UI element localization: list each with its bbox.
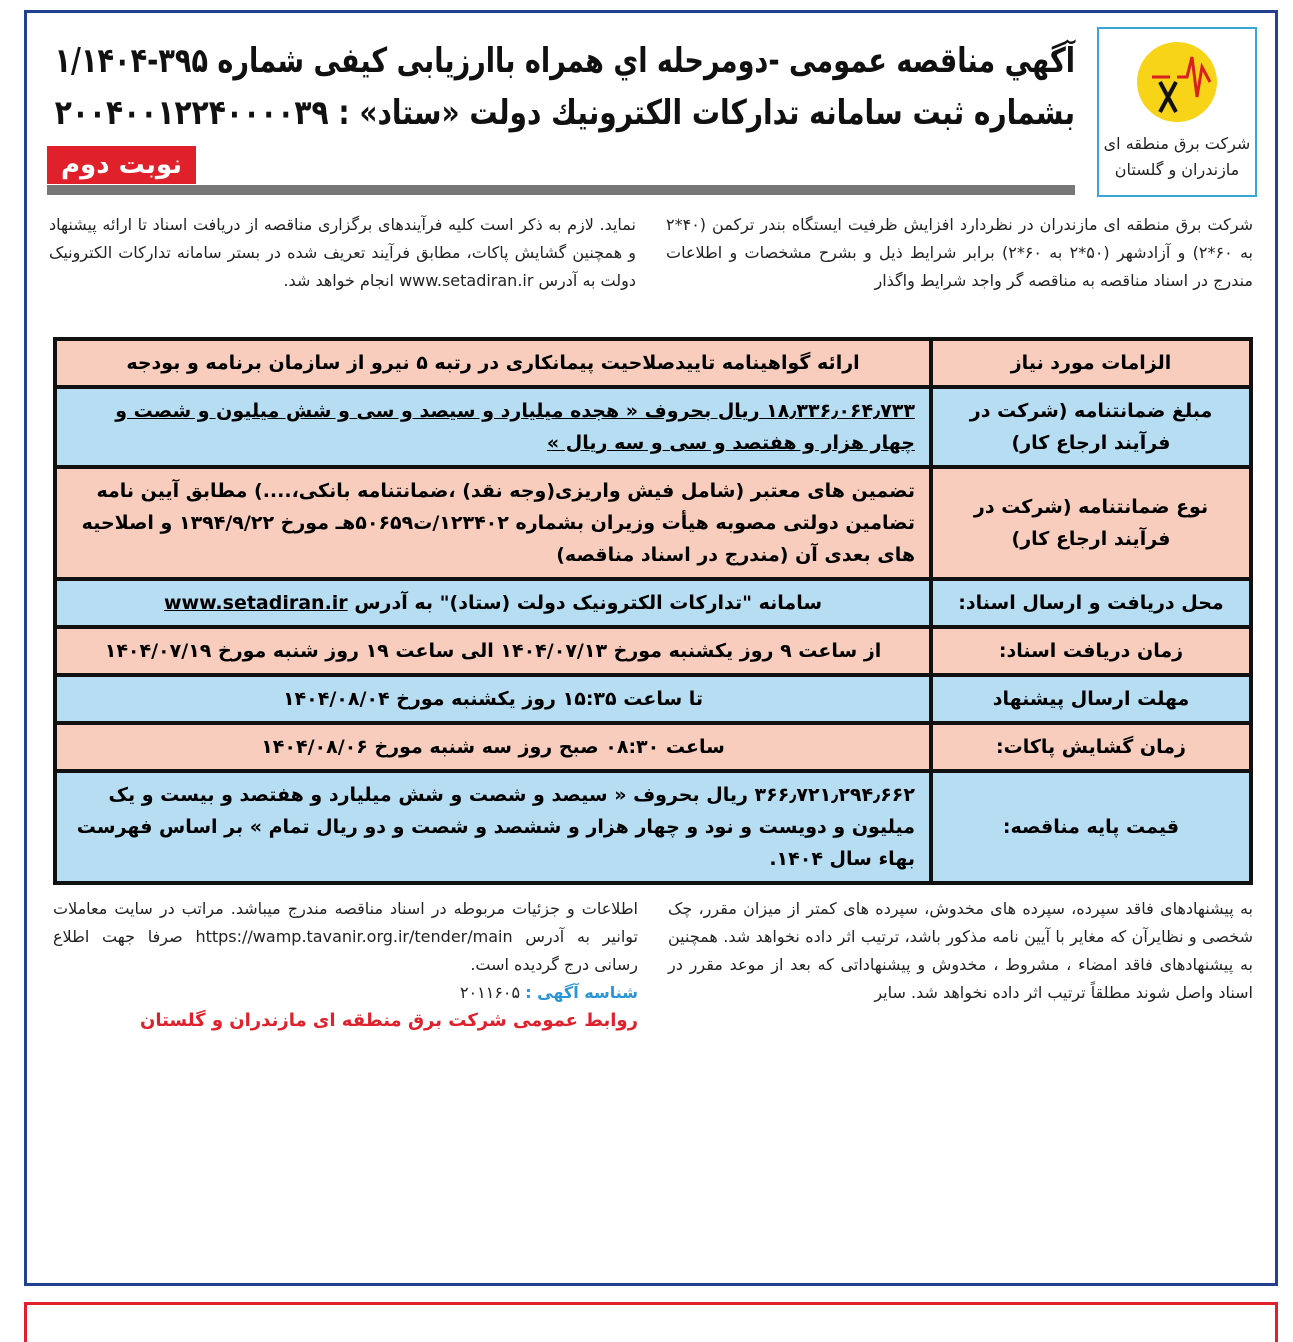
round-badge: نوبت دوم — [47, 146, 196, 184]
table-row — [55, 675, 1251, 723]
footer — [53, 895, 1253, 1035]
row-label: نوع ضمانتنامه (شرکت در فرآیند ارجاع کار) — [931, 467, 1251, 579]
table-row — [55, 723, 1251, 771]
tender-table — [53, 337, 1253, 885]
location-text: سامانه "تدارکات الکترونیک دولت (ستاد)" به آدرس — [354, 592, 823, 614]
row-value: از ساعت ۹ روز یکشنبه مورخ ۱۴۰۴/۰۷/۱۳ الی ساعت ۱۹ روز شنبه مورخ ۱۴۰۴/۰۷/۱۹ — [55, 627, 931, 675]
public-relations-signature: روابط عمومی شرکت برق منطقه ای مازندران و گلستان — [139, 1010, 638, 1031]
table-row — [55, 339, 1251, 387]
row-value: ۱۸٫۳۳۶٫۰۶۴٫۷۳۳ ریال بحروف « هجده میلیارد و سیصد و سی و شش میلیون و شصت و چهار هزار و هفتصد و سی و سه ریال » — [55, 387, 931, 467]
setad-link[interactable]: www.setadiran.ir — [163, 592, 348, 614]
ad-id-value: ۲۰۱۱۶۰۵ — [459, 983, 521, 1002]
advertisement — [24, 10, 1278, 1286]
row-value: تضمین های معتبر (شامل فیش واریزی(وجه نقد) ،ضمانتنامه بانکی،....) مطابق آیین نامه تضامین دولتی مصوبه هیأت وزیران بشماره ۱۲۳۴۰۲/ت۵۰۶۵۹هـ مورخ ۱۳۹۴/۹/۲۲ و اصلاحیه های بعدی آن (مندرج در اسناد مناقصه) — [55, 467, 931, 579]
title-line-1: آگهي مناقصه عمومی -دومرحله اي همراه باارزيابی كيفی شماره ۳۹۵-۱/۱۴۰۴ — [54, 41, 1075, 81]
intro-right: شرکت برق منطقه ای مازندران در نظردارد افزایش ظرفیت ایستگاه بندر ترکمن (۴۰*۲ به ۶۰*۲) و آزادشهر (۵۰*۲ به ۶۰*۲) برابر شرایط ذیل و بشرح مشخصات و اطلاعات مندرج در اسناد مناقصه به مناقصه گر واجد شرایط واگذار — [666, 215, 1254, 290]
row-label: قیمت پایه مناقصه: — [931, 771, 1251, 883]
title-line-2: بشماره ثبت سامانه تداركات الكترونيك دولت «ستاد» : ۲۰۰۴۰۰۱۲۲۴۰۰۰۰۳۹ — [54, 93, 1075, 133]
table-row — [55, 627, 1251, 675]
row-label: محل دریافت و ارسال اسناد: — [931, 579, 1251, 627]
table-row — [55, 387, 1251, 467]
row-value: ساعت ۰۸:۳۰ صبح روز سه شنبه مورخ ۱۴۰۴/۰۸/۰۶ — [55, 723, 931, 771]
row-value: تا ساعت ۱۵:۳۵ روز یکشنبه مورخ ۱۴۰۴/۰۸/۰۴ — [55, 675, 931, 723]
table-row — [55, 467, 1251, 579]
row-label: الزامات مورد نیاز — [931, 339, 1251, 387]
table-row — [55, 579, 1251, 627]
next-ad-border — [24, 1302, 1278, 1342]
row-value: ۳۶۶٫۷۲۱٫۲۹۴٫۶۶۲ ریال بحروف « سیصد و شصت و شش میلیارد و هفتصد و بیست و یک میلیون و دویست و نود و چهار هزار و ششصد و شصت و دو ریال تمام » بر اساس فهرست بهاء سال ۱۴۰۴. — [55, 771, 931, 883]
page-title — [55, 35, 1075, 139]
company-logo — [1097, 27, 1257, 197]
footer-info: اطلاعات و جزئیات مربوطه در اسناد مناقصه مندرج میباشد. مراتب در سایت معاملات توانیر به آدرس https://wamp.tavanir.org.ir/tender/main صرفا جهت اطلاع رسانی درج گردیده است. — [53, 899, 638, 974]
footer-right: به پیشنهادهای فاقد سپرده، سپرده های مخدوش، سپرده های کمتر از میزان مقرر، چک شخصی و نظایرآن که مغایر با آیین نامه مذکور باشد، ترتیب اثر داده نخواهد شد. همچنین به پیشنهادهای فاقد امضاء ، مشروط ، مخدوش و پیشنهاداتی که بعد از موعد مقرر در اسناد واصل شوند مطلقاً ترتیب اثر داده نخواهد شد. سایر — [668, 899, 1253, 1002]
table-row — [55, 771, 1251, 883]
electricity-logo-icon — [1132, 37, 1222, 127]
row-label: زمان دریافت اسناد: — [931, 627, 1251, 675]
company-name-2: مازندران و گلستان — [1114, 160, 1240, 179]
row-label: زمان گشایش پاکات: — [931, 723, 1251, 771]
row-value: ارائه گواهینامه تاییدصلاحیت پیمانکاری در رتبه ۵ نیرو از سازمان برنامه و بودجه — [55, 339, 931, 387]
row-value — [55, 579, 931, 627]
intro — [49, 211, 1253, 295]
footer-left — [53, 895, 638, 1035]
content-flow — [53, 337, 1253, 1045]
row-label: مهلت ارسال پیشنهاد — [931, 675, 1251, 723]
company-name-1: شرکت برق منطقه ای — [1103, 134, 1251, 153]
intro-left: نماید. لازم به ذکر است کلیه فرآیندهای برگزاری مناقصه از دریافت اسناد تا ارائه پیشنهاد و همچنین گشایش پاکات، مطابق فرآیند تعریف شده در بستر سامانه تدارکات الکترونیک دولت به آدرس www.setadiran.ir انجام خواهد شد. — [49, 215, 636, 290]
ad-id-label: شناسه آگهی : — [525, 983, 638, 1002]
row-label: مبلغ ضمانتنامه (شرکت در فرآیند ارجاع کار) — [931, 387, 1251, 467]
divider — [47, 185, 1075, 195]
